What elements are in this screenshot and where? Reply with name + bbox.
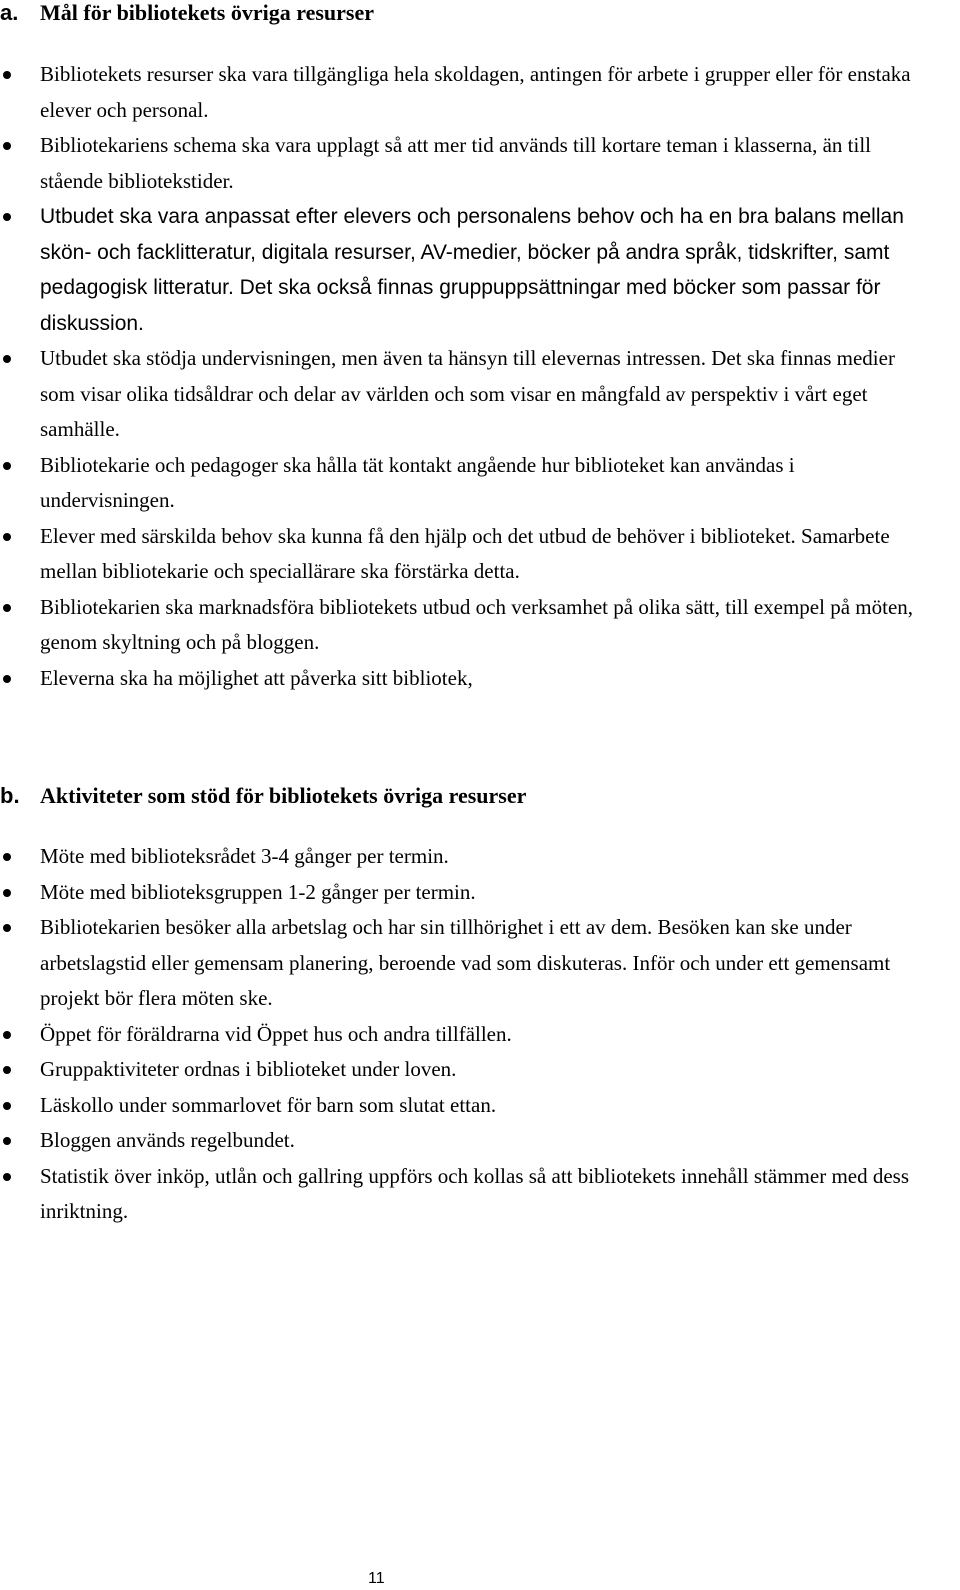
section-a-heading bbox=[0, 0, 374, 26]
list-item bbox=[0, 128, 930, 199]
list-item bbox=[0, 839, 930, 875]
list-item bbox=[0, 199, 930, 341]
bullet-icon bbox=[3, 1102, 11, 1110]
page-number: 11 bbox=[368, 1570, 385, 1587]
list-item-text: Gruppaktiviteter ordnas i biblioteket under loven. bbox=[40, 1057, 457, 1081]
list-item-text: Eleverna ska ha möjlighet att påverka sitt bibliotek, bbox=[40, 665, 473, 690]
list-item bbox=[0, 57, 930, 128]
list-item-text: Möte med biblioteksrådet 3-4 gånger per termin. bbox=[40, 844, 449, 868]
bullet-icon bbox=[3, 213, 11, 221]
list-item-text: Bibliotekets resurser ska vara tillgängliga hela skoldagen, antingen för arbete i grupper eller för enstaka elever och personal. bbox=[40, 62, 911, 122]
bullet-icon bbox=[3, 462, 11, 470]
bullet-icon bbox=[3, 355, 11, 363]
list-item-text: Utbudet ska vara anpassat efter elevers och personalens behov och ha en bra balans mellan skön- och facklitteratur, digitala resurser, AV-medier, böcker på andra språk, tidskrifter, samt pedagogisk litteratur. Det ska också finnas gruppuppsättningar med böcker som passar för diskussion. bbox=[40, 205, 904, 335]
list-item bbox=[0, 341, 930, 448]
bullet-icon bbox=[3, 604, 11, 612]
list-item bbox=[0, 875, 930, 911]
list-item bbox=[0, 1017, 930, 1053]
bullet-icon bbox=[3, 1173, 11, 1181]
list-item bbox=[0, 1052, 930, 1088]
bullet-icon bbox=[3, 853, 11, 861]
section-a-list bbox=[0, 57, 930, 696]
list-item bbox=[0, 1123, 930, 1159]
list-item-text: Bloggen används regelbundet. bbox=[40, 1128, 295, 1152]
section-b-heading bbox=[0, 783, 526, 809]
list-item-text: Bibliotekariens schema ska vara upplagt så att mer tid används till kortare teman i klasserna, än till stående bibliotekstider. bbox=[40, 133, 871, 193]
list-item bbox=[0, 590, 930, 661]
list-item-text: Bibliotekarie och pedagoger ska hålla tät kontakt angående hur biblioteket kan användas i undervisningen. bbox=[40, 452, 795, 512]
list-item bbox=[0, 910, 930, 1017]
list-item-text: Bibliotekarien besöker alla arbetslag och har sin tillhörighet i ett av dem. Besöken kan ske under arbetslagstid eller gemensam planering, beroende vad som diskuteras. Inför och under ett gemensamt projekt bör flera möten ske. bbox=[40, 915, 891, 1010]
bullet-icon bbox=[3, 533, 11, 541]
list-item-text: Bibliotekarien ska marknadsföra bibliotekets utbud och verksamhet på olika sätt, till exempel på möten, genom skyltning och på bloggen. bbox=[40, 594, 914, 654]
bullet-icon bbox=[3, 71, 11, 79]
list-item bbox=[0, 448, 930, 519]
bullet-icon bbox=[3, 1137, 11, 1145]
section-a-letter: a. bbox=[0, 0, 19, 25]
section-a-title: Mål för bibliotekets övriga resurser bbox=[40, 0, 375, 25]
list-item bbox=[0, 519, 930, 590]
list-item bbox=[0, 661, 930, 697]
list-item-text: Utbudet ska stödja undervisningen, men även ta hänsyn till elevernas intressen. Det ska finnas medier som visar olika tidsåldrar och delar av världen och som visar en mångfald av perspektiv i vårt eget samhälle. bbox=[40, 346, 895, 441]
list-item bbox=[0, 1159, 930, 1230]
bullet-icon bbox=[3, 924, 11, 932]
list-item-text: Öppet för föräldrarna vid Öppet hus och andra tillfällen. bbox=[40, 1021, 512, 1046]
section-b-list bbox=[0, 839, 930, 1230]
section-b-title: Aktiviteter som stöd för bibliotekets övriga resurser bbox=[40, 783, 527, 808]
bullet-icon bbox=[3, 1066, 11, 1074]
bullet-icon bbox=[3, 675, 11, 683]
list-item bbox=[0, 1088, 930, 1124]
list-item-text: Elever med särskilda behov ska kunna få den hjälp och det utbud de behöver i biblioteket. Samarbete mellan bibliotekarie och speciallärare ska förstärka detta. bbox=[40, 523, 890, 583]
bullet-icon bbox=[3, 1031, 11, 1039]
bullet-icon bbox=[3, 142, 11, 150]
bullet-icon bbox=[3, 889, 11, 897]
list-item-text: Möte med biblioteksgruppen 1-2 gånger per termin. bbox=[40, 879, 476, 904]
list-item-text: Läskollo under sommarlovet för barn som slutat ettan. bbox=[40, 1092, 497, 1117]
list-item-text: Statistik över inköp, utlån och gallring uppförs och kollas så att bibliotekets innehåll stämmer med dess inriktning. bbox=[40, 1163, 910, 1223]
section-b-letter: b. bbox=[0, 783, 20, 808]
